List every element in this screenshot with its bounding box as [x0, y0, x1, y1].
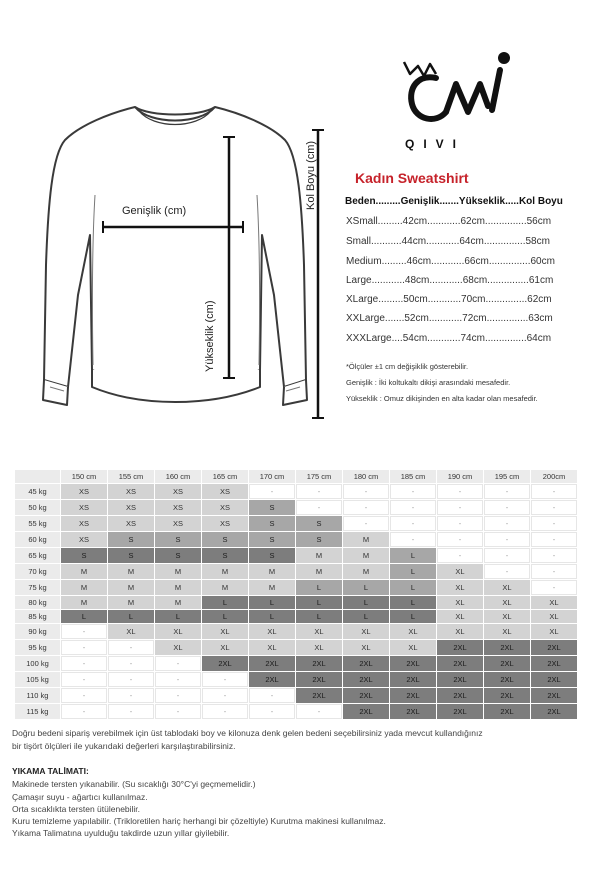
size-cell: L — [343, 596, 389, 609]
size-cell: M — [202, 580, 248, 595]
size-cell: - — [108, 672, 154, 687]
size-cell: S — [155, 548, 201, 563]
size-cell: XL — [202, 640, 248, 655]
size-cell: XL — [531, 596, 577, 609]
height-header: 160 cm — [155, 470, 201, 483]
size-cell: 2XL — [296, 688, 342, 703]
size-cell: - — [484, 532, 530, 547]
size-cell: M — [61, 580, 107, 595]
size-cell: XL — [531, 610, 577, 623]
table-row — [15, 548, 577, 563]
size-cell: - — [484, 484, 530, 499]
size-cell: M — [61, 596, 107, 609]
wash-line: Orta sıcaklıkta tersten ütülenebilir. — [12, 804, 141, 814]
size-cell: - — [155, 704, 201, 719]
size-cell: 2XL — [296, 672, 342, 687]
height-header: 170 cm — [249, 470, 295, 483]
weight-label: 105 kg — [15, 672, 60, 687]
size-cell: M — [61, 564, 107, 579]
size-cell: 2XL — [343, 656, 389, 671]
size-cell: L — [343, 610, 389, 623]
weight-label: 70 kg — [15, 564, 60, 579]
size-cell: M — [108, 596, 154, 609]
qivi-logo — [396, 40, 526, 135]
height-label: Yükseklik (cm) — [204, 300, 216, 372]
size-cell: - — [155, 688, 201, 703]
height-header: 150 cm — [61, 470, 107, 483]
table-row — [15, 564, 577, 579]
size-cell: - — [531, 500, 577, 515]
weight-label: 65 kg — [15, 548, 60, 563]
size-cell: XL — [249, 624, 295, 639]
weight-label: 55 kg — [15, 516, 60, 531]
size-cell: 2XL — [343, 704, 389, 719]
size-cell: - — [61, 704, 107, 719]
size-cell: - — [484, 516, 530, 531]
intro-line-1: Doğru bedeni sipariş verebilmek için üst tablodaki boy ve kilonuza denk gelen bedeni seçebilirsiniz yada mevcut kullandığınız — [12, 728, 483, 738]
size-cell: - — [296, 500, 342, 515]
size-cell: - — [531, 516, 577, 531]
size-cell: L — [202, 610, 248, 623]
size-cell: - — [61, 640, 107, 655]
height-header: 165 cm — [202, 470, 248, 483]
size-cell: 2XL — [484, 656, 530, 671]
size-cell: XL — [296, 640, 342, 655]
size-cell: 2XL — [437, 640, 483, 655]
table-row — [15, 640, 577, 655]
size-cell: 2XL — [484, 640, 530, 655]
size-cell: 2XL — [249, 672, 295, 687]
size-cell: - — [343, 484, 389, 499]
note-height: Yükseklik : Omuz dikişinden en alta kadar olan mesafedir. — [346, 394, 538, 403]
size-cell: - — [108, 640, 154, 655]
size-cell: 2XL — [343, 672, 389, 687]
size-cell: XL — [155, 640, 201, 655]
size-cell: L — [390, 564, 436, 579]
size-cell: 2XL — [531, 688, 577, 703]
size-cell: - — [202, 688, 248, 703]
table-row — [15, 580, 577, 595]
table-row — [15, 532, 577, 547]
table-corner — [15, 470, 60, 483]
size-cell: L — [61, 610, 107, 623]
size-cell: S — [249, 516, 295, 531]
size-cell: XL — [437, 610, 483, 623]
size-cell: - — [531, 580, 577, 595]
size-cell: 2XL — [390, 688, 436, 703]
table-row — [15, 624, 577, 639]
size-cell: M — [249, 580, 295, 595]
table-row — [15, 656, 577, 671]
size-cell: S — [155, 532, 201, 547]
size-cell: L — [202, 596, 248, 609]
size-cell: XS — [61, 500, 107, 515]
size-cell: 2XL — [484, 688, 530, 703]
size-cell: - — [296, 484, 342, 499]
size-cell: L — [390, 580, 436, 595]
wash-line: Çamaşır suyu - ağartıcı kullanılmaz. — [12, 792, 148, 802]
size-cell: L — [343, 580, 389, 595]
weight-label: 60 kg — [15, 532, 60, 547]
table-header-row — [15, 470, 577, 483]
size-cell: L — [108, 610, 154, 623]
size-cell: - — [61, 656, 107, 671]
size-cell: M — [155, 580, 201, 595]
size-row: Medium.........46cm............66cm...............60cm — [346, 256, 555, 267]
size-cell: 2XL — [531, 656, 577, 671]
intro-line-2: bir tişört ölçüleri ile yukarıdaki değerleri karşılaştırabilirsiniz. — [12, 741, 236, 751]
size-cell: - — [484, 548, 530, 563]
sleeve-label: Kol Boyu (cm) — [305, 140, 317, 210]
size-cell: M — [108, 564, 154, 579]
table-row — [15, 610, 577, 623]
note-width: Genişlik : İki koltukaltı dikişi arasındaki mesafedir. — [346, 378, 511, 387]
size-cell: XL — [296, 624, 342, 639]
size-cell: - — [484, 564, 530, 579]
size-cell: - — [531, 564, 577, 579]
size-cell: L — [390, 610, 436, 623]
note-tolerance: *Ölçüler ±1 cm değişiklik gösterebilir. — [346, 362, 469, 371]
size-cell: - — [249, 688, 295, 703]
size-cell: - — [390, 500, 436, 515]
size-cell: XL — [437, 624, 483, 639]
size-cell: M — [202, 564, 248, 579]
size-cell: - — [155, 656, 201, 671]
size-cell: L — [249, 596, 295, 609]
table-row — [15, 596, 577, 609]
size-cell: M — [296, 564, 342, 579]
size-cell: XS — [202, 484, 248, 499]
weight-label: 115 kg — [15, 704, 60, 719]
size-cell: 2XL — [437, 672, 483, 687]
size-cell: - — [296, 704, 342, 719]
size-cell: XS — [108, 484, 154, 499]
size-cell: XS — [155, 516, 201, 531]
size-cell: - — [343, 516, 389, 531]
size-cell: S — [202, 532, 248, 547]
size-cell: 2XL — [202, 656, 248, 671]
size-cell: - — [343, 500, 389, 515]
size-cell: XS — [155, 484, 201, 499]
size-row: XSmall.........42cm............62cm...............56cm — [346, 216, 552, 227]
size-cell: S — [249, 532, 295, 547]
size-cell: M — [343, 548, 389, 563]
height-header: 180 cm — [343, 470, 389, 483]
height-header: 155 cm — [108, 470, 154, 483]
table-row — [15, 500, 577, 515]
size-cell: - — [531, 484, 577, 499]
size-cell: XL — [484, 580, 530, 595]
size-cell: 2XL — [531, 704, 577, 719]
size-cell: - — [531, 548, 577, 563]
size-cell: S — [108, 548, 154, 563]
size-row: XXXLarge....54cm............74cm...............64cm — [346, 333, 552, 344]
size-chart-title: Kadın Sweatshirt — [355, 170, 469, 186]
size-cell: XL — [484, 624, 530, 639]
size-cell: 2XL — [437, 704, 483, 719]
size-cell: 2XL — [390, 672, 436, 687]
size-cell: XL — [108, 624, 154, 639]
size-cell: 2XL — [437, 656, 483, 671]
size-cell: M — [343, 564, 389, 579]
size-cell: 2XL — [390, 656, 436, 671]
size-cell: XL — [249, 640, 295, 655]
size-cell: L — [390, 596, 436, 609]
weight-label: 50 kg — [15, 500, 60, 515]
height-header: 200cm — [531, 470, 577, 483]
size-cell: L — [249, 610, 295, 623]
size-cell: - — [437, 532, 483, 547]
size-cell: M — [155, 596, 201, 609]
size-cell: XL — [390, 640, 436, 655]
size-cell: 2XL — [249, 656, 295, 671]
weight-label: 90 kg — [15, 624, 60, 639]
size-cell: M — [296, 548, 342, 563]
size-cell: L — [390, 548, 436, 563]
size-cell: M — [343, 532, 389, 547]
size-row: Small...........44cm............64cm...............58cm — [346, 236, 550, 247]
size-cell: - — [155, 672, 201, 687]
size-cell: - — [61, 672, 107, 687]
table-row — [15, 484, 577, 499]
size-row: Large............48cm............68cm...............61cm — [346, 275, 554, 286]
size-cell: - — [437, 516, 483, 531]
size-cell: - — [202, 672, 248, 687]
size-cell: XS — [202, 500, 248, 515]
size-cell: S — [249, 548, 295, 563]
size-cell: S — [61, 548, 107, 563]
size-cell: 2XL — [437, 688, 483, 703]
size-cell: L — [155, 610, 201, 623]
size-cell: XL — [155, 624, 201, 639]
height-header: 175 cm — [296, 470, 342, 483]
washing-title: YIKAMA TALİMATI: — [12, 766, 89, 776]
size-cell: S — [249, 500, 295, 515]
size-cell: XL — [202, 624, 248, 639]
size-cell: 2XL — [343, 688, 389, 703]
size-cell: - — [61, 688, 107, 703]
size-cell: S — [108, 532, 154, 547]
size-table — [14, 469, 578, 720]
size-cell: XL — [390, 624, 436, 639]
size-cell: - — [437, 484, 483, 499]
size-cell: - — [390, 532, 436, 547]
weight-label: 100 kg — [15, 656, 60, 671]
size-cell: XS — [108, 516, 154, 531]
size-cell: 2XL — [390, 704, 436, 719]
size-cell: 2XL — [296, 656, 342, 671]
size-cell: - — [108, 656, 154, 671]
size-cell: - — [61, 624, 107, 639]
height-header: 185 cm — [390, 470, 436, 483]
size-cell: S — [296, 516, 342, 531]
table-row — [15, 672, 577, 687]
size-cell: XL — [484, 610, 530, 623]
size-cell: XS — [108, 500, 154, 515]
size-cell: 2XL — [531, 640, 577, 655]
size-cell: XL — [343, 640, 389, 655]
weight-label: 85 kg — [15, 610, 60, 623]
size-cell: - — [437, 548, 483, 563]
wash-line: Kuru temizleme yapılabilir. (Trikloretilen hariç herhangi bir çözeltiyle) Kurutma makinesi kullanılmaz. — [12, 816, 386, 826]
size-cell: 2XL — [484, 672, 530, 687]
size-cell: L — [296, 580, 342, 595]
size-cell: - — [437, 500, 483, 515]
wash-line: Makinede tersten yıkanabilir. (Su sıcaklığı 30°C'yi geçmemelidir.) — [12, 779, 256, 789]
size-cell: - — [249, 704, 295, 719]
size-cell: M — [155, 564, 201, 579]
size-cell: 2XL — [531, 672, 577, 687]
size-cell: L — [296, 610, 342, 623]
size-cell: S — [202, 548, 248, 563]
size-cell: XS — [61, 484, 107, 499]
size-cell: L — [296, 596, 342, 609]
size-cell: - — [390, 484, 436, 499]
size-cell: XS — [61, 516, 107, 531]
size-cell: XL — [343, 624, 389, 639]
size-cell: M — [249, 564, 295, 579]
weight-label: 110 kg — [15, 688, 60, 703]
weight-label: 45 kg — [15, 484, 60, 499]
height-header: 195 cm — [484, 470, 530, 483]
size-cell: XL — [437, 596, 483, 609]
size-row: XXLarge.......52cm............72cm...............63cm — [346, 313, 553, 324]
height-header: 190 cm — [437, 470, 483, 483]
size-chart-header: Beden.........Genişlik.......Yükseklik.....Kol Boyu — [345, 196, 563, 207]
size-row: XLarge.........50cm............70cm...............62cm — [346, 294, 552, 305]
size-cell: - — [108, 688, 154, 703]
size-cell: - — [390, 516, 436, 531]
size-cell: XL — [437, 564, 483, 579]
size-cell: S — [296, 532, 342, 547]
size-cell: - — [531, 532, 577, 547]
size-cell: XS — [61, 532, 107, 547]
size-cell: 2XL — [484, 704, 530, 719]
brand-name: QIVI — [405, 137, 466, 151]
wash-line: Yıkama Talimatına uyulduğu takdirde uzun yıllar giyilebilir. — [12, 828, 230, 838]
width-label: Genişlik (cm) — [122, 205, 187, 217]
size-cell: - — [484, 500, 530, 515]
size-cell: - — [202, 704, 248, 719]
size-cell: XL — [531, 624, 577, 639]
weight-label: 75 kg — [15, 580, 60, 595]
table-row — [15, 704, 577, 719]
size-cell: XL — [437, 580, 483, 595]
size-cell: XS — [202, 516, 248, 531]
table-row — [15, 516, 577, 531]
size-cell: XL — [484, 596, 530, 609]
weight-label: 95 kg — [15, 640, 60, 655]
size-cell: XS — [155, 500, 201, 515]
size-cell: M — [108, 580, 154, 595]
size-cell: - — [108, 704, 154, 719]
size-cell: - — [249, 484, 295, 499]
weight-label: 80 kg — [15, 596, 60, 609]
table-row — [15, 688, 577, 703]
